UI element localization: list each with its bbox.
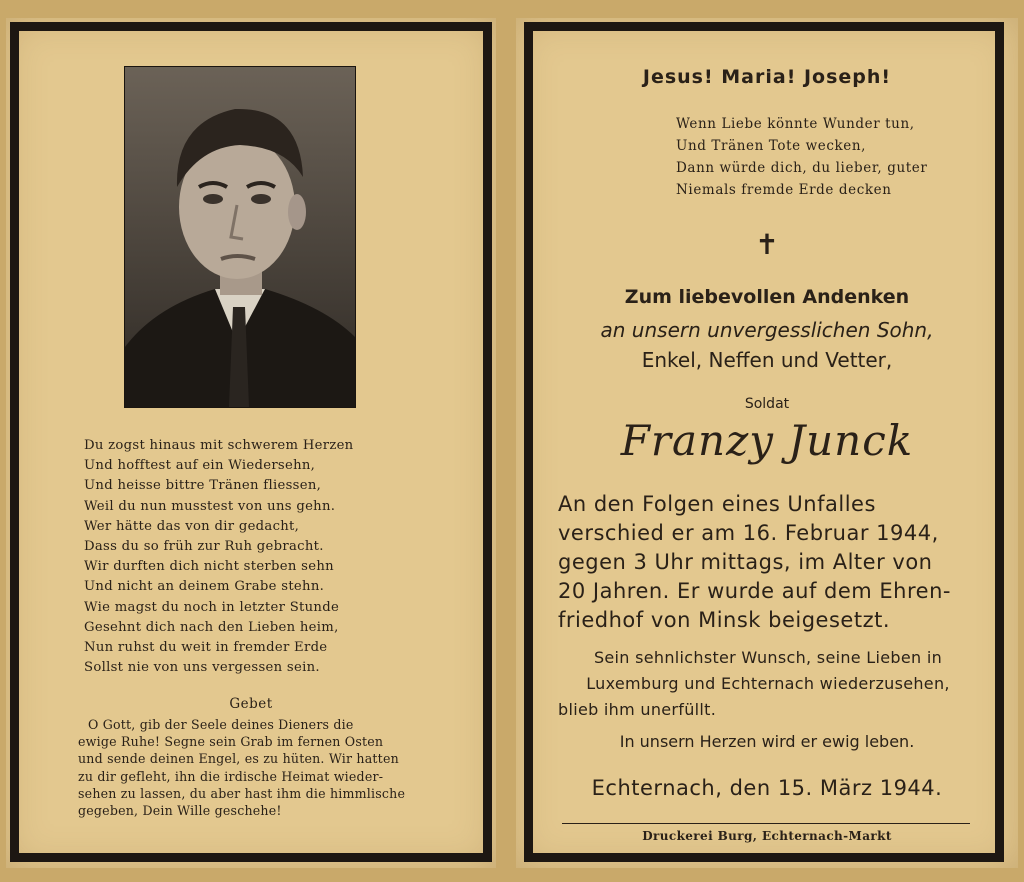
frame-bottom [524,853,1004,862]
left-card [6,18,496,868]
portrait-photo [124,66,356,408]
poem [84,436,424,678]
death-notice-line: verschied er am 16. Februar 1944, [558,521,939,545]
wish-line: Luxemburg und Echternach wiederzusehen, [586,674,950,693]
prayer-line: ewige Ruhe! Segne sein Grab im fernen Osten [78,734,384,750]
death-notice-line: An den Folgen eines Unfalles [558,492,876,516]
prayer-title: Gebet [229,696,273,712]
prayer-line: sehen zu lassen, du aber hast ihm die himmlische [78,785,406,801]
place-date: Echternach, den 15. März 1944. [591,776,943,800]
verse-line: Dann würde dich, du lieber, guter [676,160,928,176]
prayer-line: und sende deinen Engel, es zu hüten. Wir hatten [78,751,399,767]
poem-line: Sollst nie von uns vergessen sein. [84,660,320,676]
wish-line: blieb ihm unerfüllt. [558,700,717,719]
verse-line: Wenn Liebe könnte Wunder tun, [676,116,915,132]
poem-line: Wer hätte das von dir gedacht, [84,518,300,534]
rank: Soldat [744,396,790,412]
prayer-text [78,716,460,819]
memorial-line: Enkel, Neffen und Vetter, [641,348,893,372]
verse-line: Niemals fremde Erde decken [676,182,892,198]
deceased-name: Franzy Junck [620,416,914,465]
poem-line: Wir durften dich nicht sterben sehn [84,559,334,575]
frame-top [10,22,492,31]
cross-icon: ✝ [755,228,779,261]
death-notice-line: gegen 3 Uhr mittags, im Alter von [558,550,933,574]
frame-right [483,22,492,862]
heading: Jesus! Maria! Joseph! [642,66,892,88]
poem-line: Weil du nun musstest von uns gehn. [84,498,336,514]
frame-top [524,22,1004,31]
poem-line: Und nicht an deinem Grabe stehn. [84,579,325,595]
prayer-line: gegeben, Dein Wille geschehe! [78,803,282,819]
portrait-figure [125,67,355,407]
poem-line: Wie magst du noch in letzter Stunde [84,599,340,615]
closing-line: In unsern Herzen wird er ewig leben. [619,732,915,751]
prayer-line: O Gott, gib der Seele deines Dieners die [88,717,354,732]
right-card [516,18,1018,868]
frame-bottom [10,853,492,862]
poem-line: Gesehnt dich nach den Lieben heim, [84,619,339,635]
poem-line: Und hofftest auf ein Wiedersehn, [84,458,316,474]
death-notice-line: 20 Jahren. Er wurde auf dem Ehren- [558,579,951,603]
poem-line: Und heisse bittre Tränen fliessen, [84,478,322,494]
printer-divider [562,823,970,824]
memorial-line: an unsern unvergesslichen Sohn, [600,318,934,342]
verse-line: Und Tränen Tote wecken, [676,138,867,154]
wish-line: Sein sehnlichster Wunsch, seine Lieben in [593,648,943,667]
death-notice-line: friedhof von Minsk beigesetzt. [558,608,890,632]
poem-line: Nun ruhst du weit in fremder Erde [84,640,328,656]
poem-line: Du zogst hinaus mit schwerem Herzen [84,438,354,453]
prayer-line: zu dir gefleht, ihn die irdische Heimat wieder- [78,768,384,784]
frame-left [10,22,19,862]
memorial-title: Zum liebevollen Andenken [624,286,910,308]
printer-credit: Druckerei Burg, Echternach-Markt [642,829,892,843]
poem-line: Dass du so früh zur Ruh gebracht. [84,539,324,555]
